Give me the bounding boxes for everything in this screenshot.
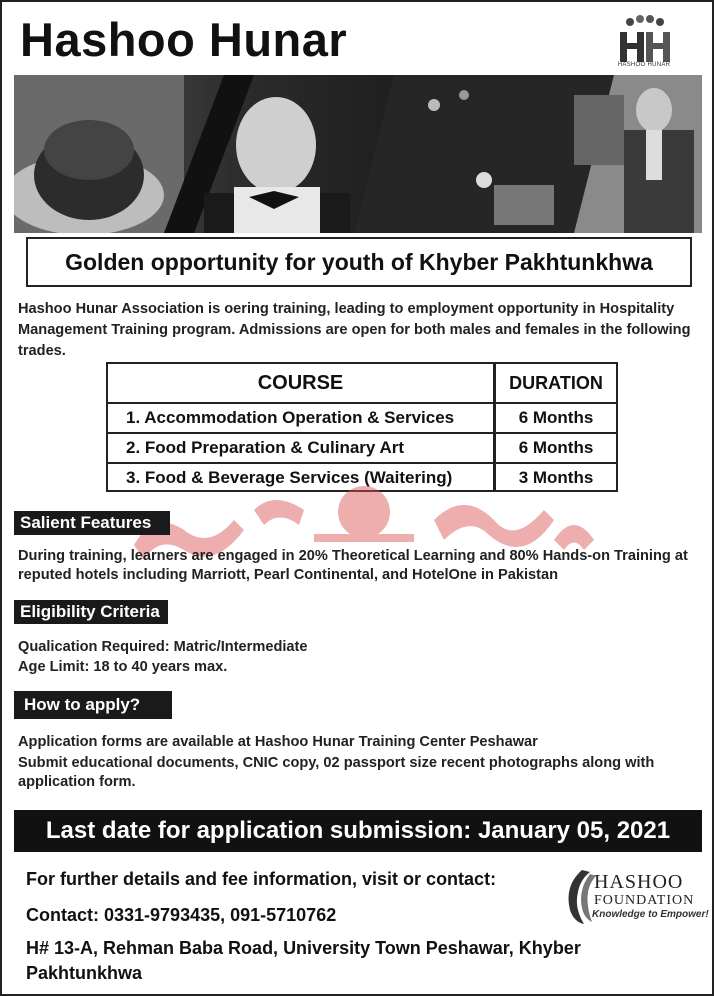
apply-line-2: Submit educational documents, CNIC copy, 02 passport size recent photographs along with application form. <box>18 755 655 790</box>
duration-cell: 3 Months <box>518 468 594 487</box>
intro-text: Hashoo Hunar Association is oering training, leading to employment opportunity in Hospitality Management Training program. Admissions are open for both males and females in the following trades. <box>18 301 691 359</box>
page-title: Hashoo Hunar <box>20 13 348 66</box>
course-cell: 3. Food & Beverage Services (Waitering) <box>108 464 496 492</box>
duration-cell: 6 Months <box>496 434 616 464</box>
header-duration: DURATION <box>496 364 616 404</box>
foundation-sub: FOUNDATION <box>594 893 695 908</box>
deadline-banner: Last date for application submission: January 05, 2021 <box>14 810 702 852</box>
banner-photo <box>14 75 702 233</box>
eligibility-qualification: Qualication Required: Matric/Intermediate <box>18 639 308 655</box>
foundation-name: HASHOO <box>594 871 684 893</box>
eligibility-age: Age Limit: 18 to 40 years max. <box>18 659 228 675</box>
table-row <box>108 404 616 434</box>
contact-lead: For further details and fee information, visit or contact: <box>26 869 497 889</box>
course-cell: 2. Food Preparation & Culinary Art <box>108 434 496 464</box>
logo-caption: HASHOO HUNAR <box>617 62 671 68</box>
headline-box <box>26 237 692 287</box>
course-cell: 1. Accommodation Operation & Services <box>108 404 496 434</box>
foundation-tagline: Knowledge to Empower! <box>592 909 709 920</box>
eligibility-label: Eligibility Criteria <box>14 600 168 624</box>
header <box>2 2 712 74</box>
how-to-apply-label: How to apply? <box>14 691 172 719</box>
apply-line-1: Application forms are available at Hashoo Hunar Training Center Peshawar <box>18 734 538 750</box>
contact-phone: Contact: 0331-9793435, 091-5710762 <box>26 905 337 925</box>
salient-features-text: During training, learners are engaged in 20% Theoretical Learning and 80% Hands-on Training at reputed hotels including Marriott, Pearl Continental, and HotelOne in Pakistan <box>18 548 688 583</box>
salient-features-label: Salient Features <box>14 511 170 535</box>
contact-address: H# 13-A, Rehman Baba Road, University Town Peshawar, Khyber Pakhtunkhwa <box>26 938 581 983</box>
header-course: COURSE <box>108 364 496 404</box>
duration-cell: 6 Months <box>496 404 616 434</box>
headline: Golden opportunity for youth of Khyber Pakhtunkhwa <box>65 248 653 275</box>
table-header-row <box>108 364 616 404</box>
